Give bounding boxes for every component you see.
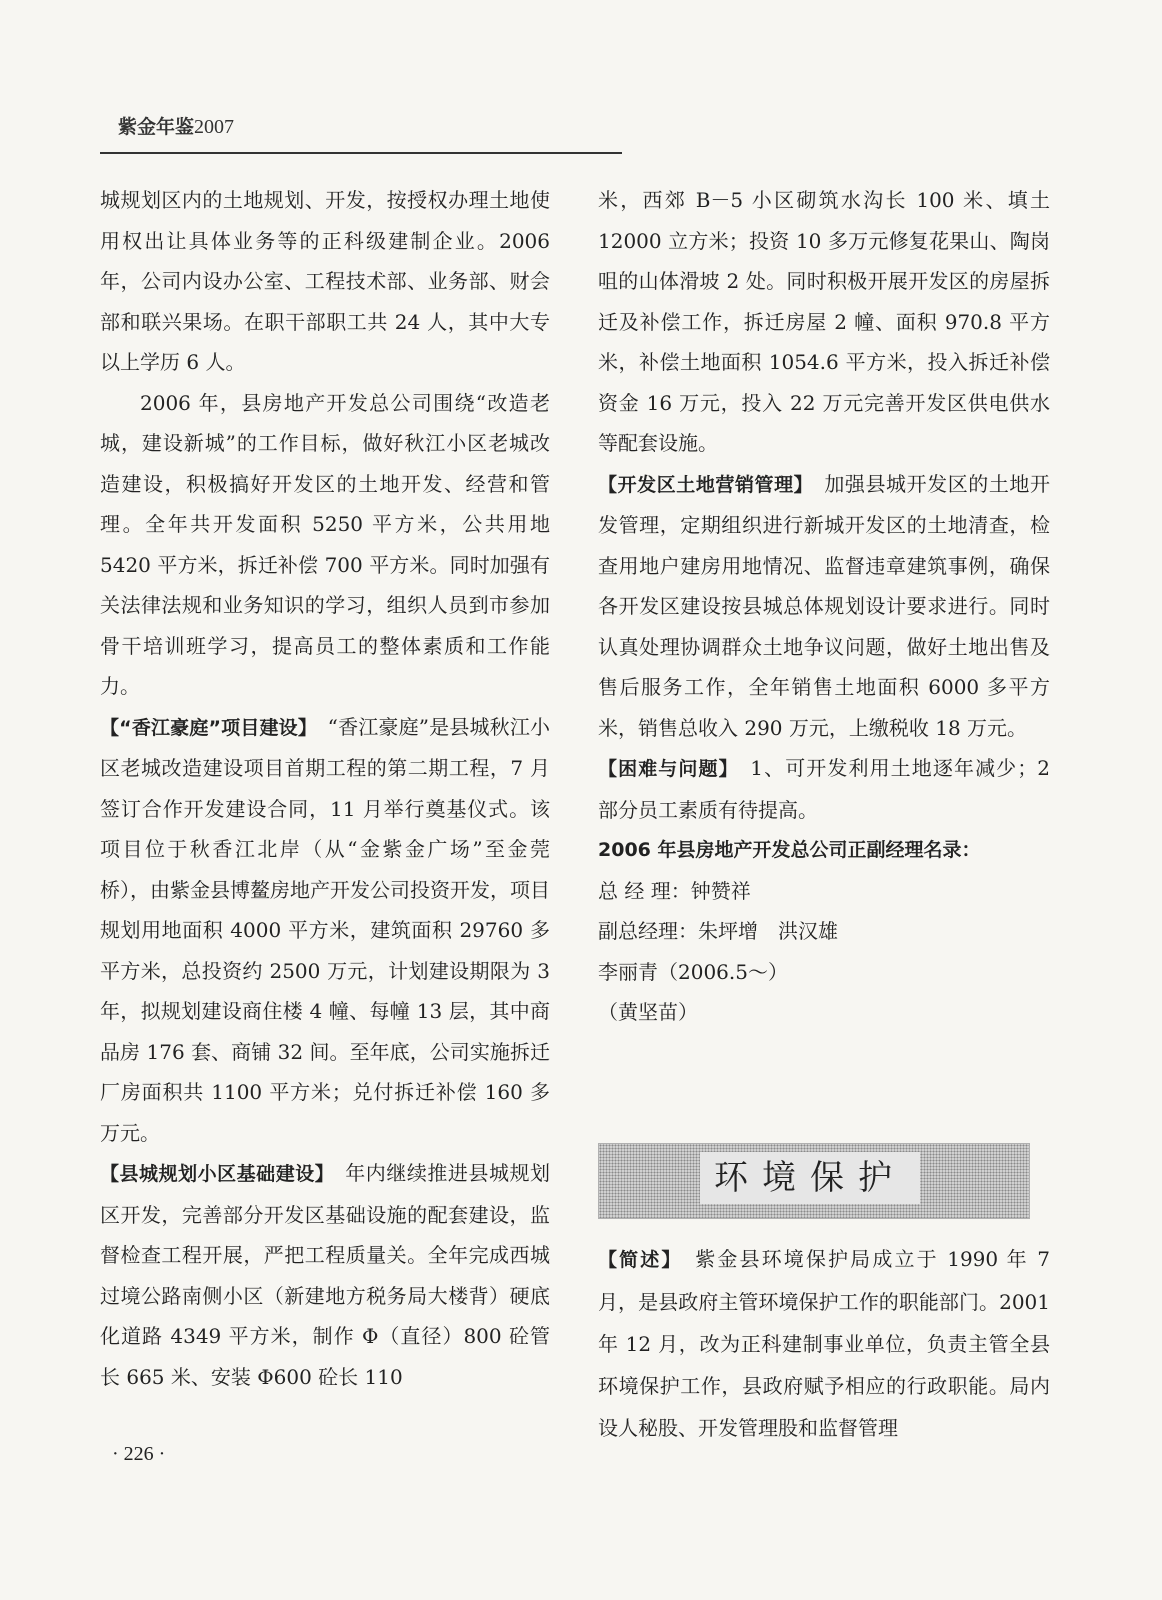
book-year: 2007 (194, 116, 235, 138)
paragraph-heading: 【“香江豪庭”项目建设】 (100, 716, 308, 739)
page-number: · 226 · (112, 1443, 166, 1465)
paragraph (100, 1153, 550, 1397)
env-intro (598, 1238, 1050, 1449)
book-title: 紫金年鉴 (118, 116, 195, 138)
roster-gm: 总 经 理：钟赞祥 (598, 878, 751, 903)
paragraph (598, 748, 1050, 830)
env-intro-text: 紫金县环境保护局成立于 1990 年 7 月，是县政府主管环境保护工作的职能部门。2001 年 12 月，改为正科建制事业单位，负责主管全县环境保护工作，县政府赋予相应的行政职能。局内设人秘股、开发管理股和监督管理 (598, 1247, 1050, 1440)
paragraph-text: 米，西郊 B－5 小区砌筑水沟长 100 米、填土 12000 立方米；投资 10 多万元修复花果山、陶岗咀的山体滑坡 2 处。同时积极开展开发区的房屋拆迁及补偿工作，拆迁房屋 2 幢、面积 970.8 平方米，补偿土地面积 1054.6 平方米，投入拆迁补偿资金 16 万元，投入 22 万元完善开发区供电供水等配套设施。 (598, 188, 1050, 455)
paragraph (100, 180, 550, 383)
running-header (118, 112, 234, 139)
paragraph-heading: 【县城规划小区基础建设】 (100, 1163, 325, 1185)
section-title: 环境保护 (700, 1152, 920, 1204)
paragraph-text: “香江豪庭”是县城秋江小区老城改造建设项目首期工程的第二期工程，7 月签订合作开发建设合同，11 月举行奠基仪式。该项目位于秋香江北岸（从“金紫金广场”至金莞桥），由紫金县博鳌房地产开发公司投资开发，项目规划用地面积 4000 平方米，建筑面积 29760 多平方米，总投资约 2500 万元，计划建设期限为 3 年，拟规划建设商住楼 4 幢、每幢 13 层，其中商品房 176 套、商铺 32 间。至年底，公司实施拆迁厂房面积共 1100 平方米；兑付拆迁补偿 160 多万元。 (100, 714, 550, 1145)
env-intro-heading: 【简述】 (598, 1249, 674, 1271)
paragraph-text: 加强县城开发区的土地开发管理，定期组织进行新城开发区的土地清查，检查用地户建房用地情况、监督违章建筑事例，确保各开发区建设按县城总体规划设计要求进行。同时认真处理协调群众土地争议问题，做好土地出售及售后服务工作，全年销售土地面积 6000 多平方米，销售总收入 290 万元，上缴税收 18 万元。 (598, 471, 1050, 740)
paragraph-heading: 【开发区土地营销管理】 (598, 473, 804, 496)
paragraph-text: 1、可开发利用土地逐年减少；2 部分员工素质有待提高。 (598, 756, 1050, 822)
env-intro-paragraph (598, 1238, 1050, 1449)
roster-deputy: 副总经理：朱坪增 洪汉雄 (598, 919, 838, 943)
header-rule (100, 152, 622, 154)
right-column-body (598, 180, 1050, 830)
paragraph-text: 年内继续推进县城规划区开发，完善部分开发区基础设施的配套建设，监督检查工程开展，严把工程质量关。全年完成西城过境公路南侧小区（新建地方税务局大楼背）硬底化道路 4349 平方米，制作 Φ（直径）800 砼管长 665 米、安装 Φ600 砼长 110 (100, 1161, 550, 1389)
right-column (598, 180, 1050, 1033)
paragraph-text: 2006 年，县房地产开发总公司围绕“改造老城，建设新城”的工作目标，做好秋江小区老城改造建设，积极搞好开发区的土地开发、经营和管理。全年共开发面积 5250 平方米，公共用地 5420 平方米，拆迁补偿 700 平方米。同时加强有关法律法规和业务知识的学习，组织人员到市参加骨干培训班学习，提高员工的整体素质和工作能力。 (100, 390, 550, 698)
roster-deputy-2: 李丽青（2006.5～） (598, 959, 788, 984)
paragraph-heading: 【困难与问题】 (598, 758, 730, 780)
paragraph (598, 464, 1050, 749)
paragraph (100, 707, 550, 1154)
paragraph (100, 383, 550, 707)
roster-title: 2006 年县房地产开发总公司正副经理名录： (598, 839, 981, 861)
paragraph (598, 180, 1050, 464)
author-credit: （黄坚苗） (598, 1000, 698, 1024)
paragraph-text: 城规划区内的土地规划、开发，按授权办理土地使用权出让具体业务等的正科级建制企业。2006 年，公司内设办公室、工程技术部、业务部、财会部和联兴果场。在职干部职工共 24 人，其中大专以上学历 6 人。 (100, 188, 550, 374)
left-column (100, 180, 550, 1397)
